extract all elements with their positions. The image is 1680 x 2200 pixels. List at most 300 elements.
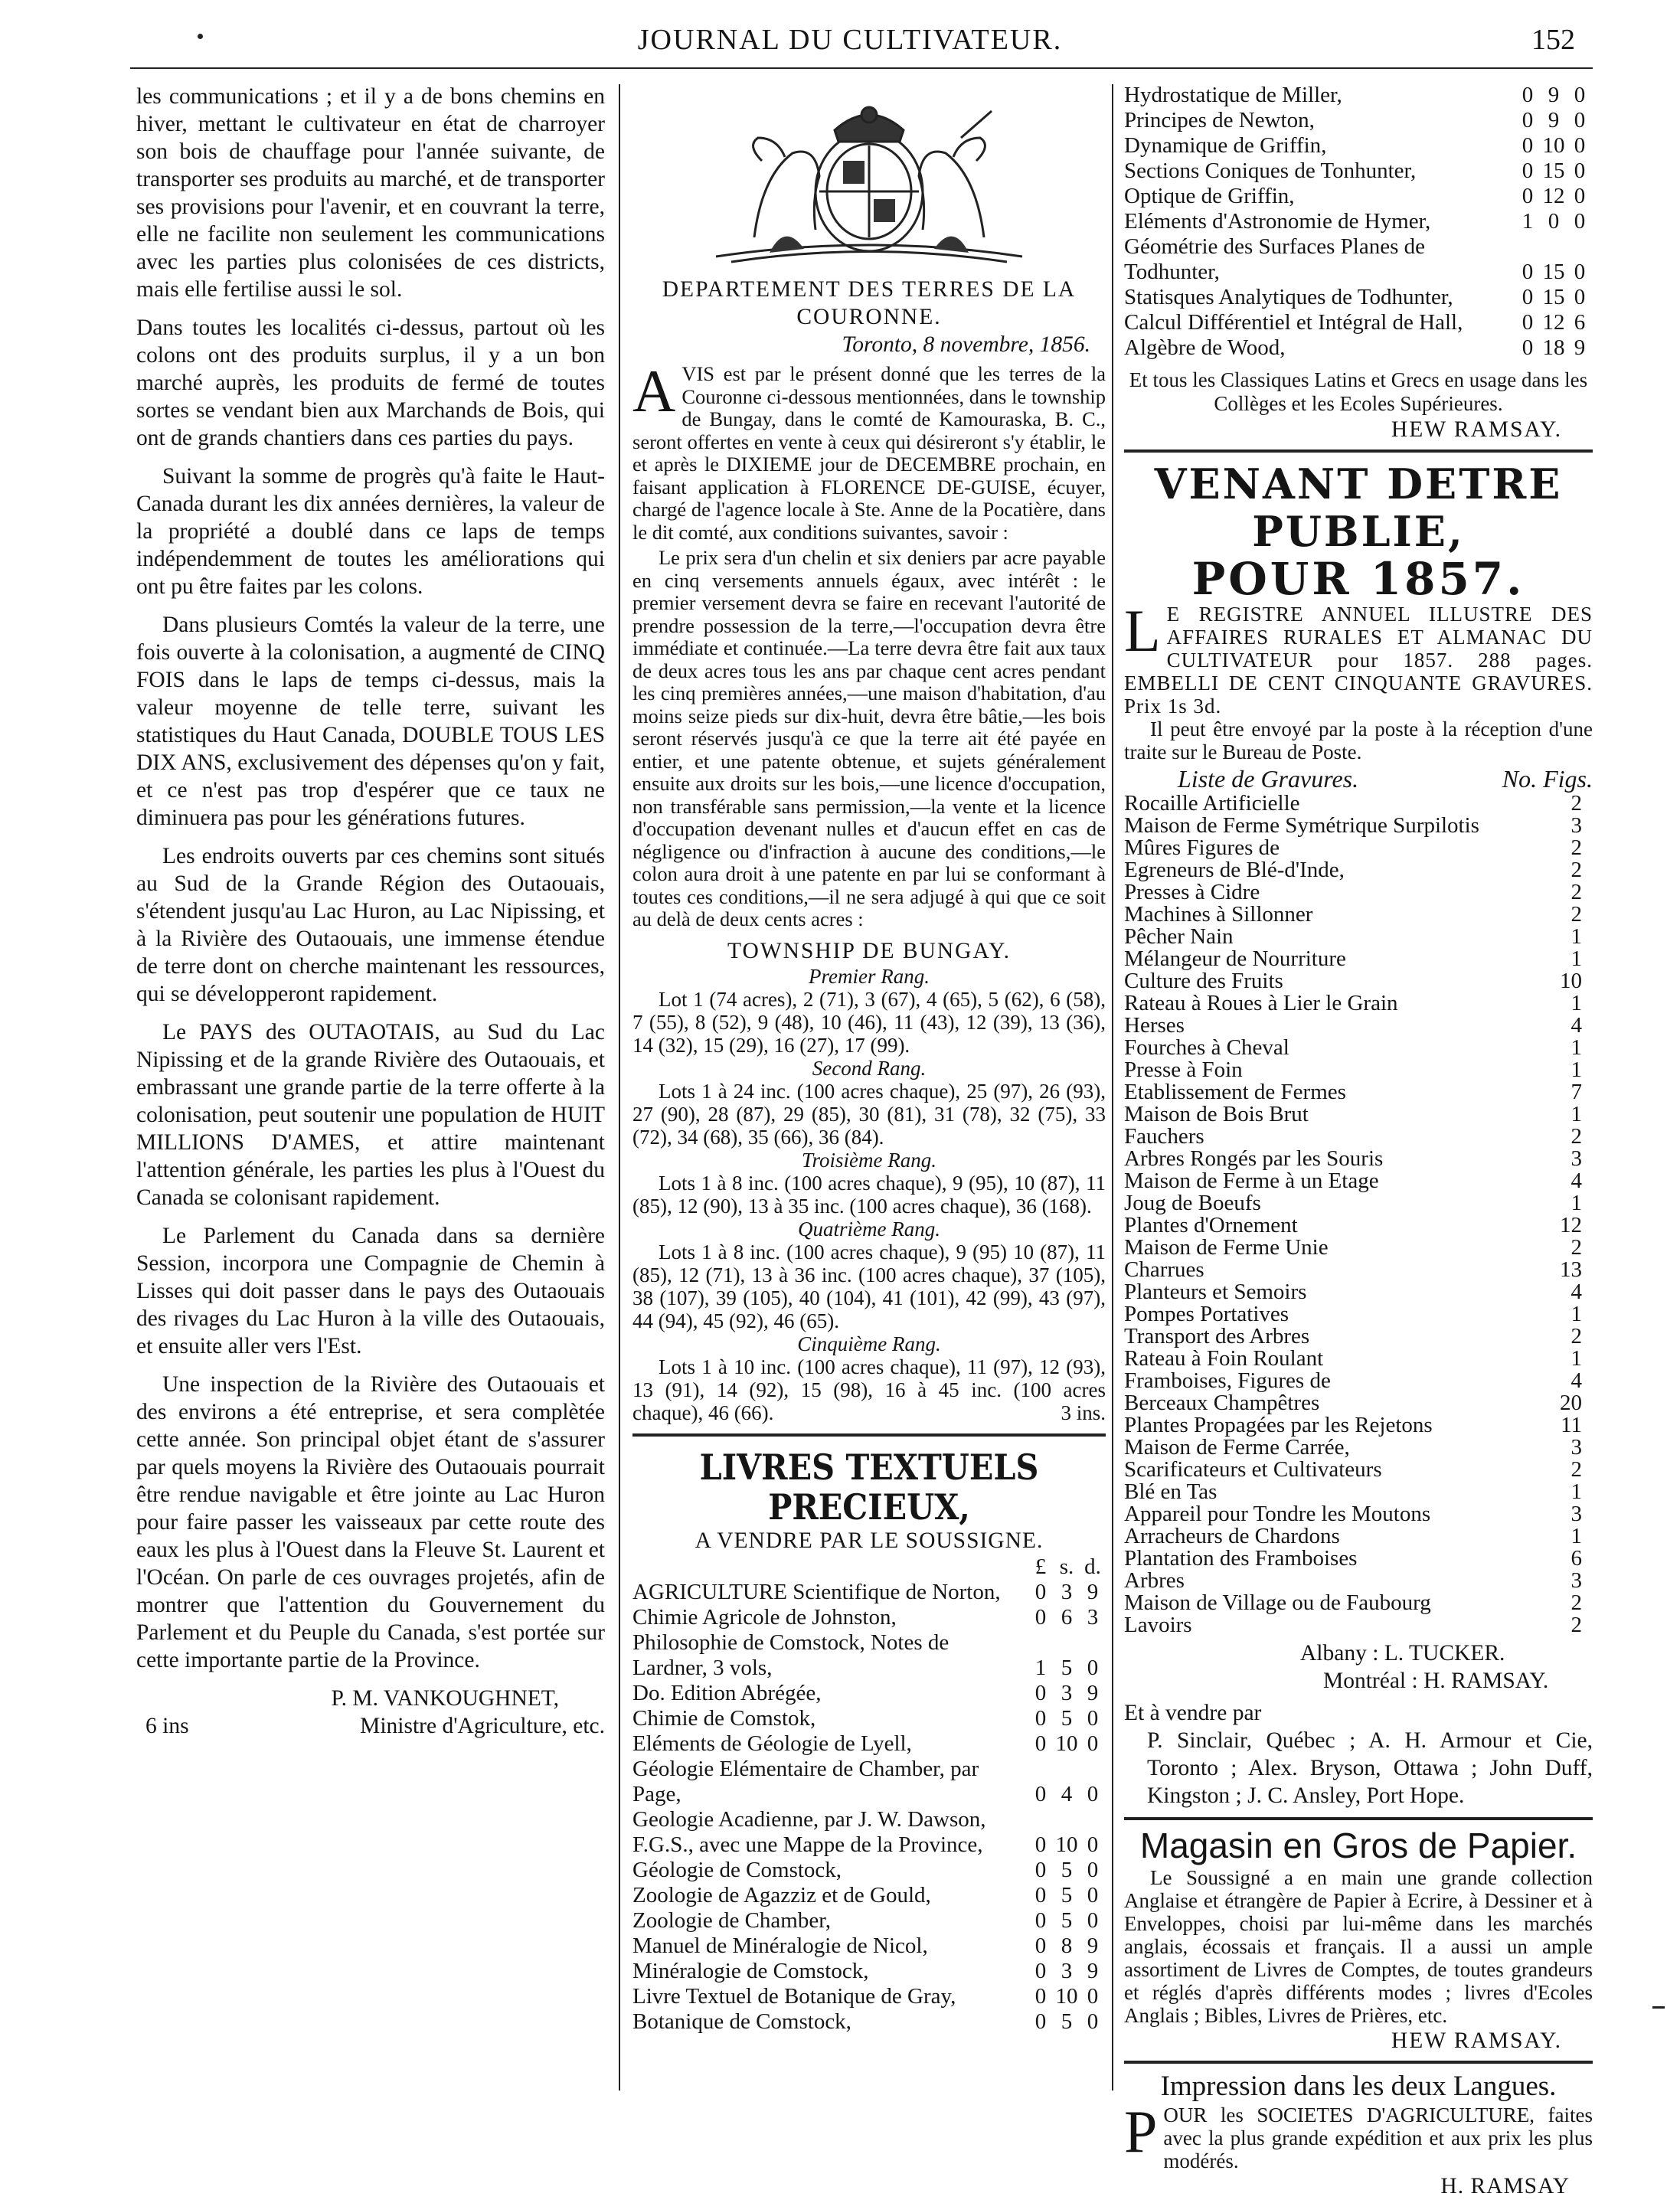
drop-cap: P	[1124, 2098, 1158, 2165]
paragraph: Le PAYS des OUTAOTAIS, au Sud du Lac Nipissing et de la grande Rivière des Outaouais, et embrassant une grande partie de la terre offerte à la colonisation, peut soutenir une population de HUIT MILLIONS D'AMES, et attire maintenant l'attention générale, les parties les plus à l'Ouest du Canada se colonisant rapidement.	[136, 1020, 605, 1210]
gravure-count: 13	[1560, 1257, 1582, 1282]
section-rule	[1124, 449, 1593, 453]
gravure-row	[1124, 815, 1593, 837]
price-shillings: 0	[1548, 209, 1560, 234]
gravure-title: Rocaille Artificielle	[1124, 791, 1300, 816]
gravure-row	[1124, 1037, 1593, 1059]
paragraph: les communications ; et il y a de bons chemins en hiver, mettant le cultivateur en état de charroyer son bois de chauffage pour l'année suivante, de transporter ses produits au marché, et de transporter ses provisions pour l'avenir, et en couvrant la terre, elle ne facilite non seulement les communications avec les parties plus colonisées de ces districts, mais elle fertilise aussi le sol.	[136, 84, 605, 302]
book-title: Optique de Griffin,	[1124, 184, 1295, 208]
gravure-row	[1124, 1148, 1593, 1170]
gravure-count: 2	[1571, 1324, 1582, 1348]
price-pence: 0	[1574, 209, 1586, 234]
envoye-text: Il peut être envoyé par la poste à la réception d'une traite sur le Bureau de Poste.	[1124, 718, 1593, 763]
gravure-title: Maison de Village ou de Faubourg	[1124, 1590, 1431, 1615]
book-title: Manuel de Minéralogie de Nicol,	[632, 1933, 928, 1958]
gravure-count: 2	[1571, 1613, 1582, 1637]
price-pence: 0	[1087, 1781, 1099, 1806]
venant-heading: VENANT DETRE PUBLIE,	[1154, 459, 1563, 556]
gravure-count: 3	[1571, 1435, 1582, 1460]
book-price-row	[632, 1706, 1106, 1731]
price-shillings: 3	[1061, 1958, 1073, 1983]
column-divider-2	[1112, 84, 1113, 2090]
gravure-title: Pêcher Nain	[1124, 924, 1234, 949]
book-title: Géologie de Comstock,	[632, 1857, 842, 1882]
magasin-text: Le Soussigné a en main une grande collection Anglaise et étrangère de Papier à Ecrire, à Dessiner et à Enveloppes, choisi par lui-même dans les marchés anglais, écossais et français. Il a aussi un ample assortiment de Livres de Comptes, de toutes grandeurs et réglés d'après différents modes ; livres d'Ecoles Anglais ; Bibles, Livres de Prières, etc.	[1124, 1866, 1593, 2027]
gravure-count: 3	[1571, 1146, 1582, 1171]
pour-notice	[1124, 2098, 1593, 2172]
gravure-title: Maison de Ferme Symétrique Surpilotis	[1124, 813, 1479, 838]
gravure-title: Herses	[1124, 1013, 1185, 1038]
price-pounds: 1	[1521, 209, 1534, 234]
range-lots: Lots 1 à 24 inc. (100 acres chaque), 25 (97), 26 (93), 27 (90), 28 (87), 29 (85), 30 (81), 31 (78), 32 (75), 33 (72), 34 (68), 35 (66), 36 (84).	[632, 1079, 1106, 1149]
agents	[1124, 1639, 1593, 1695]
avis-text: VIS est par le présent donné que les terres de la Couronne ci-dessous mentionnées, dans le township de Bungay, dans le comté de Kamouraska, B. C., seront offertes en vente à ceux qui désireront s'y établir, le et après le DIXIEME jour de DECEMBRE prochain, en faisant application à FLORENCE DE-GUISE, écuyer, chargé de l'agence locale à Ste. Anne de la Pocatière, dans le dit comté, aux conditions suivantes, savoir :	[632, 362, 1106, 544]
book-title: Minéralogie de Comstock,	[632, 1958, 869, 1983]
price-shillings: 10	[1542, 133, 1565, 158]
gravure-row	[1124, 1548, 1593, 1570]
registre-text: E REGISTRE ANNUEL ILLUSTRE DES AFFAIRES RURALES ET ALMANAC DU CULTIVATEUR pour 1857. 288 pages. EMBELLI DE CENT CINQUANTE GRAVURES. Prix 1s 3d.	[1124, 603, 1593, 718]
gravure-row	[1124, 1170, 1593, 1192]
liste-heading: Liste de Gravures.	[1178, 765, 1359, 793]
gravure-row	[1124, 1259, 1593, 1281]
vendre-label: Et à vendre par	[1124, 1701, 1262, 1725]
price-pounds: 0	[1521, 260, 1534, 284]
price-pounds: 0	[1034, 1958, 1047, 1983]
pour-text: OUR les SOCIETES D'AGRICULTURE, faites avec la plus grande expédition et aux prix les plus modérés.	[1163, 2104, 1593, 2172]
book-title: Algèbre de Wood,	[1124, 335, 1286, 360]
price-pence: 0	[1087, 1882, 1099, 1907]
gravure-row	[1124, 992, 1593, 1015]
book-price-row	[632, 1580, 1106, 1605]
gravure-count: 1	[1571, 1524, 1582, 1548]
book-price-row	[632, 1681, 1106, 1706]
gravure-title: Plantes Propagées par les Rejetons	[1124, 1413, 1433, 1437]
book-price-row	[632, 1630, 1106, 1681]
gravure-row	[1124, 948, 1593, 970]
gravure-title: Blé en Tas	[1124, 1479, 1218, 1504]
price-pounds: 0	[1521, 133, 1534, 158]
price-pounds: 0	[1521, 159, 1534, 183]
drop-cap: L	[1124, 597, 1161, 664]
range-title: Quatrième Rang.	[798, 1217, 940, 1241]
gravure-title: Plantes d'Ornement	[1124, 1213, 1298, 1237]
gravure-title: Berceaux Champêtres	[1124, 1391, 1320, 1415]
book-price-row	[1124, 83, 1593, 108]
gravure-row	[1124, 1437, 1593, 1459]
gravure-row	[1124, 881, 1593, 904]
book-price-row	[632, 1959, 1106, 1984]
gravure-title: Framboises, Figures de	[1124, 1368, 1331, 1393]
gravure-row	[1124, 837, 1593, 859]
gravure-title: Rateau à Roues à Lier le Grain	[1124, 991, 1398, 1015]
gravure-title: Egreneurs de Blé-d'Inde,	[1124, 858, 1345, 882]
gravure-row	[1124, 1126, 1593, 1148]
gravure-title: Machines à Sillonner	[1124, 902, 1313, 927]
conditions-text: Le prix sera d'un chelin et six deniers par acre payable en cinq versements annuels égaux, avec intérêt : le premier versement devra se faire en recevant l'autorité de prendre possession de la terre,—l'occupation devra être immédiate et continuée.—La terre devra être fait aux taux de deux acres tous les ans par chaque cent acres pendant les cinq premières années,—une maison d'habitation, d'au moins seize pieds sur dix-huit, devra être bâtie,—les bois seront réservés jusqu'à ce que la terre ait été payée en entier, et une patente obtenue, et sujets généralement ensuite aux droits sur les bois,—une licence d'occupation, non transférable sans permission,—la vente et la licence d'occupation devenant nulles et d'aucun effet en cas de négligence ou d'infraction à aucune des conditions,—le colon aura droit à une patente en par lui se conformant à toutes ces conditions,—il ne sera adjugé à qui que ce soit au delà de deux cents acres :	[632, 546, 1106, 930]
book-price-row	[1124, 310, 1593, 335]
paragraph: Dans toutes les localités ci-dessus, partout où les colons ont des produits surplus, il y a un bon marché auprès, les produits de fermé de toutes sortes se vendant bien aux Marchands de Bois, qui ont de grands chantiers dans ces parties du pays.	[136, 315, 605, 450]
gravure-count: 1	[1571, 1302, 1582, 1326]
column-3	[1124, 83, 1593, 2200]
price-pounds: 0	[1034, 1832, 1047, 1857]
gravure-row	[1124, 1348, 1593, 1370]
hew-ramsay-signature: HEW RAMSAY.	[1391, 417, 1562, 442]
books-price-table	[632, 1554, 1106, 2035]
gravure-title: Planteurs et Semoirs	[1124, 1280, 1307, 1304]
gravure-title: Joug de Boeufs	[1124, 1191, 1261, 1215]
header-dot	[198, 34, 203, 39]
book-title: Chimie Agricole de Johnston,	[632, 1604, 897, 1630]
department-heading: DEPARTEMENT DES TERRES DE LA COURONNE.	[662, 277, 1077, 329]
gravure-title: Lavoirs	[1124, 1613, 1192, 1637]
registre-notice	[1124, 597, 1593, 718]
price-pence: 0	[1087, 1832, 1099, 1857]
price-pounds: 0	[1034, 1680, 1047, 1705]
gravure-count: 7	[1571, 1080, 1582, 1104]
magasin-heading: Magasin en Gros de Papier.	[1139, 1826, 1577, 1865]
gravure-row	[1124, 1281, 1593, 1303]
price-shillings: 8	[1061, 1933, 1073, 1958]
gravure-row	[1124, 1214, 1593, 1237]
price-pence: 0	[1087, 1983, 1099, 2009]
price-pence: 0	[1087, 1705, 1099, 1731]
price-shillings: 15	[1542, 159, 1565, 183]
price-shillings: 5	[1061, 2009, 1073, 2034]
price-shillings: 10	[1055, 1832, 1078, 1857]
range-title: Premier Rang.	[809, 964, 930, 988]
gravure-row	[1124, 1525, 1593, 1548]
gravure-row	[1124, 1103, 1593, 1126]
price-pounds: 0	[1521, 108, 1534, 132]
book-title: Eléments de Géologie de Lyell,	[632, 1731, 912, 1756]
price-pence: 0	[1087, 1907, 1099, 1933]
range-lots: Lots 1 à 8 inc. (100 acres chaque), 9 (95) 10 (87), 11 (85), 12 (71), 13 à 36 inc. (100 acres chaque), 37 (105), 38 (107), 39 (105), 40 (104), 41 (101), 42 (99), 43 (97), 44 (94), 45 (92), 46 (65).	[632, 1240, 1106, 1332]
price-pounds: 0	[1034, 1907, 1047, 1933]
gravure-title: Maison de Ferme à un Etage	[1124, 1169, 1379, 1193]
section-rule	[1124, 2061, 1593, 2064]
price-pounds: 0	[1034, 1857, 1047, 1882]
book-title: Géologie Elémentaire de Chamber, par Page,	[632, 1756, 979, 1806]
gravure-title: Fourches à Cheval	[1124, 1035, 1289, 1060]
gravure-row	[1124, 1326, 1593, 1348]
price-pence: 0	[1087, 2009, 1099, 2034]
royal-coat-of-arms-image	[670, 84, 1068, 268]
price-shillings: 3	[1061, 1579, 1073, 1604]
book-title: Do. Edition Abrégée,	[632, 1680, 822, 1705]
price-pounds: 0	[1521, 335, 1534, 360]
price-pence: 0	[1574, 285, 1586, 309]
price-pence: 9	[1574, 335, 1586, 360]
livres-subheading: A VENDRE PAR LE SOUSSIGNE.	[695, 1528, 1044, 1553]
gravure-row	[1124, 793, 1593, 815]
book-title: Statisques Analytiques de Todhunter,	[1124, 285, 1453, 309]
book-title: Géométrie des Surfaces Planes de Todhunter,	[1124, 234, 1425, 284]
gravure-title: Charrues	[1124, 1257, 1204, 1282]
paragraph: Les endroits ouverts par ces chemins sont situés au Sud de la Grande Région des Outaouais, s'étendent jusqu'au Lac Huron, au Lac Nipissing, et à la Rivière des Outaouais, une immense étendue de terre dont on cherche maintenant les ressources, qui se développeront rapidement.	[136, 844, 605, 1006]
gravure-count: 2	[1571, 835, 1582, 860]
price-pounds: 0	[1034, 1731, 1047, 1756]
book-title: Calcul Différentiel et Intégral de Hall,	[1124, 310, 1463, 335]
book-title: Principes de Newton,	[1124, 108, 1315, 132]
book-price-row	[632, 1883, 1106, 1908]
gravure-count: 2	[1571, 902, 1582, 927]
book-title: Botanique de Comstock,	[632, 2009, 851, 2034]
gravure-count: 2	[1571, 1590, 1582, 1615]
ad-insertions: 3 ins.	[1061, 1401, 1106, 1424]
price-shillings: 5	[1061, 1882, 1073, 1907]
albany-agent: Albany : L. TUCKER.	[1300, 1641, 1505, 1666]
price-shillings: 12	[1542, 184, 1565, 208]
gravure-count: 11	[1561, 1413, 1582, 1437]
currency-header-row	[632, 1554, 1106, 1580]
gravure-row	[1124, 1481, 1593, 1503]
book-title: Hydrostatique de Miller,	[1124, 83, 1342, 107]
book-title: Sections Coniques de Tonhunter,	[1124, 159, 1417, 183]
price-shillings: 4	[1061, 1781, 1073, 1806]
price-pounds: 0	[1521, 285, 1534, 309]
price-pence: 0	[1574, 83, 1586, 107]
gravure-row	[1124, 1015, 1593, 1037]
hew-ramsay-signature-2: HEW RAMSAY.	[1391, 2028, 1562, 2053]
gravure-count: 2	[1571, 1457, 1582, 1482]
price-pence: 9	[1087, 1958, 1099, 1983]
price-pounds: 0	[1521, 184, 1534, 208]
gravure-title: Etablissement de Fermes	[1124, 1080, 1346, 1104]
gravures-header	[1124, 765, 1593, 793]
book-price-row	[1124, 285, 1593, 310]
gravure-count: 1	[1571, 1035, 1582, 1060]
gravure-count: 2	[1571, 1124, 1582, 1149]
price-pounds: 0	[1034, 1579, 1047, 1604]
book-price-row	[632, 1984, 1106, 2009]
journal-title: JOURNAL DU CULTIVATEUR.	[637, 24, 1063, 56]
price-shillings: 15	[1542, 285, 1565, 309]
price-pounds: 0	[1521, 83, 1534, 107]
gravure-row	[1124, 1370, 1593, 1392]
gravure-title: Fauchers	[1124, 1124, 1204, 1149]
price-pence: 9	[1087, 1933, 1099, 1958]
gravure-title: Rateau à Foin Roulant	[1124, 1346, 1324, 1371]
gravure-row	[1124, 970, 1593, 992]
book-title: Philosophie de Comstock, Notes de Lardner, 3 vols,	[632, 1630, 949, 1680]
price-shillings: 5	[1061, 1857, 1073, 1882]
gravure-count: 1	[1571, 1479, 1582, 1504]
book-price-row	[632, 1934, 1106, 1959]
range-title: Troisième Rang.	[801, 1148, 936, 1172]
price-pence: 6	[1574, 310, 1586, 335]
page-number: 152	[1531, 24, 1575, 56]
gravure-row	[1124, 1081, 1593, 1103]
book-title: Dynamique de Griffin,	[1124, 133, 1327, 158]
range-lots: Lot 1 (74 acres), 2 (71), 3 (67), 4 (65), 5 (62), 6 (58), 7 (55), 8 (52), 9 (48), 10 (46), 11 (43), 12 (39), 13 (36), 14 (32), 15 (29), 16 (27), 17 (99).	[632, 987, 1106, 1057]
gravures-table	[1124, 793, 1593, 1636]
gravure-count: 1	[1571, 991, 1582, 1015]
price-shillings: 10	[1055, 1983, 1078, 2009]
book-title: Eléments d'Astronomie de Hymer,	[1124, 209, 1431, 234]
price-shillings: 5	[1061, 1655, 1073, 1680]
gravure-title: Arbres	[1124, 1568, 1185, 1593]
book-price-row	[632, 1858, 1106, 1883]
price-pence: 9	[1087, 1579, 1099, 1604]
gravure-count: 4	[1571, 1013, 1582, 1038]
book-price-row	[632, 1908, 1106, 1934]
gravure-count: 2	[1571, 1235, 1582, 1260]
price-pence: 0	[1574, 133, 1586, 158]
gravure-title: Mûres Figures de	[1124, 835, 1280, 860]
gravure-row	[1124, 1614, 1593, 1636]
book-price-row	[1124, 234, 1593, 285]
range-title: Cinquième Rang.	[797, 1332, 941, 1355]
section-rule	[632, 1433, 1106, 1437]
book-title: Chimie de Comstok,	[632, 1705, 816, 1731]
range-title: Second Rang.	[812, 1056, 927, 1080]
gravure-count: 3	[1571, 813, 1582, 838]
gravure-count: 10	[1560, 969, 1582, 993]
book-title: AGRICULTURE Scientifique de Norton,	[632, 1579, 1001, 1604]
gravure-count: 4	[1571, 1368, 1582, 1393]
gravure-count: 1	[1571, 1058, 1582, 1082]
price-shillings: 6	[1061, 1604, 1073, 1630]
gravure-count: 20	[1560, 1391, 1582, 1415]
gravure-count: 1	[1571, 1191, 1582, 1215]
gravure-row	[1124, 1459, 1593, 1481]
gravure-row	[1124, 926, 1593, 948]
gravure-count: 1	[1571, 946, 1582, 971]
price-pence: 0	[1574, 159, 1586, 183]
price-shillings: 18	[1542, 335, 1565, 360]
gravure-row	[1124, 1303, 1593, 1326]
price-pence: 0	[1574, 260, 1586, 284]
gravure-count: 4	[1571, 1169, 1582, 1193]
gravure-title: Arracheurs de Chardons	[1124, 1524, 1340, 1548]
gravure-title: Arbres Rongés par les Souris	[1124, 1146, 1384, 1171]
page-header	[0, 17, 1680, 63]
gravure-row	[1124, 1414, 1593, 1437]
book-title: Zoologie de Chamber,	[632, 1907, 831, 1933]
book-price-row	[1124, 159, 1593, 184]
gravure-title: Mélangeur de Nourriture	[1124, 946, 1346, 971]
gravure-row	[1124, 1192, 1593, 1214]
montreal-agent: Montréal : H. RAMSAY.	[1323, 1669, 1549, 1693]
section-rule	[1124, 1817, 1593, 1820]
gravure-count: 1	[1571, 1102, 1582, 1126]
gravure-count: 2	[1571, 880, 1582, 904]
price-pounds: 0	[1034, 2009, 1047, 2034]
price-pounds: 0	[1034, 1983, 1047, 2009]
range-lots	[632, 1355, 1106, 1424]
h-ramsay-signature: H. RAMSAY	[1440, 2174, 1570, 2198]
gravure-title: Culture des Fruits	[1124, 969, 1283, 993]
gravure-title: Pompes Portatives	[1124, 1302, 1289, 1326]
gravure-count: 1	[1571, 1346, 1582, 1371]
livres-heading: LIVRES TEXTUELS PRECIEUX,	[699, 1446, 1039, 1528]
price-pence: 0	[1087, 1655, 1099, 1680]
book-price-row	[1124, 209, 1593, 234]
avis-notice	[632, 358, 1106, 544]
price-pence: 0	[1087, 1731, 1099, 1756]
range-lots: Lots 1 à 8 inc. (100 acres chaque), 9 (95), 10 (87), 11 (85), 12 (90), 13 à 35 inc. (100 acres chaque), 36 (168).	[632, 1171, 1106, 1218]
gravure-title: Maison de Bois Brut	[1124, 1102, 1309, 1126]
gravure-title: Scarificateurs et Cultivateurs	[1124, 1457, 1382, 1482]
pound-symbol: £	[1034, 1554, 1047, 1579]
gravure-row	[1124, 1059, 1593, 1081]
pour-1857-heading: POUR 1857.	[1191, 553, 1525, 605]
ranges-list	[632, 965, 1106, 1424]
shilling-symbol: s.	[1059, 1554, 1074, 1579]
gravure-count: 12	[1560, 1213, 1582, 1237]
gravure-row	[1124, 1592, 1593, 1614]
signature-line	[136, 1712, 605, 1740]
book-price-row	[632, 1757, 1106, 1807]
price-pence: 0	[1574, 184, 1586, 208]
price-pounds: 1	[1034, 1655, 1047, 1680]
gravure-title: Maison de Ferme Carrée,	[1124, 1435, 1350, 1460]
gravure-count: 3	[1571, 1502, 1582, 1526]
column-2	[632, 84, 1106, 2035]
price-shillings: 12	[1542, 310, 1565, 335]
price-pence: 0	[1574, 108, 1586, 132]
gravure-title: Maison de Ferme Unie	[1124, 1235, 1329, 1260]
book-price-row	[1124, 133, 1593, 159]
signature-name: P. M. VANKOUGHNET,	[331, 1686, 559, 1711]
margin-mark	[1652, 2006, 1665, 2009]
gravure-row	[1124, 1237, 1593, 1259]
price-shillings: 9	[1548, 108, 1560, 132]
price-pounds: 0	[1034, 1705, 1047, 1731]
price-pence: 0	[1087, 1857, 1099, 1882]
book-price-row	[632, 1605, 1106, 1630]
gravure-row	[1124, 1503, 1593, 1525]
column-1	[136, 83, 605, 1740]
impression-heading: Impression dans les deux Langues.	[1160, 2071, 1557, 2102]
ad-insertions: 6 ins	[145, 1714, 189, 1738]
township-heading: TOWNSHIP DE BUNGAY.	[727, 938, 1011, 963]
signature-title: Ministre d'Agriculture, etc.	[360, 1714, 605, 1738]
paragraph: Dans plusieurs Comtés la valeur de la terre, une fois ouverte à la colonisation, a augmenté de CINQ FOIS dans le laps de temps ci-dessus, mais la valeur moyenne de telle terre, suivant les statistiques du Haut Canada, DOUBLE TOUS LES DIX ANS, exclusivement des dépenses qu'on y fait, et ce n'est pas trop d'espérer que ce taux ne diminuera pas pour les générations futures.	[136, 613, 605, 830]
vendeurs-list: P. Sinclair, Québec ; A. H. Armour et Cie, Toronto ; Alex. Bryson, Ottawa ; John Duff, Kingston ; J. C. Ansley, Port Hope.	[1147, 1728, 1593, 1808]
price-pounds: 0	[1034, 1604, 1047, 1630]
book-title: Geologie Acadienne, par J. W. Dawson, F.G.S., avec une Mappe de la Province,	[632, 1806, 986, 1857]
book-price-row	[632, 2009, 1106, 2035]
price-pounds: 0	[1034, 1882, 1047, 1907]
gravure-title: Presse à Foin	[1124, 1058, 1243, 1082]
book-title: Zoologie de Agazziz et de Gould,	[632, 1882, 931, 1907]
classics-note: Et tous les Classiques Latins et Grecs en usage dans les Collèges et les Ecoles Supérieures.	[1129, 368, 1588, 415]
book-title: Livre Textuel de Botanique de Gray,	[632, 1983, 956, 2009]
figs-heading: No. Figs.	[1502, 765, 1593, 793]
gravure-count: 4	[1571, 1280, 1582, 1304]
gravure-count: 1	[1571, 924, 1582, 949]
price-pounds: 0	[1034, 1933, 1047, 1958]
price-pence: 9	[1087, 1680, 1099, 1705]
book-price-row	[632, 1731, 1106, 1757]
book-price-row	[632, 1807, 1106, 1858]
price-shillings: 5	[1061, 1705, 1073, 1731]
column-divider-1	[619, 84, 620, 2090]
header-rule	[130, 67, 1593, 69]
price-pounds: 0	[1034, 1781, 1047, 1806]
paragraph: Une inspection de la Rivière des Outaouais et des environs a été entreprise, et sera complètée cette année. Son principal objet étant de s'assurer par quels moyens la Rivière des Outaouais pourrait être rendue navigable et être jointe au Lac Huron pour faire passer les vaisseaux par cette route des eaux les plus à l'Ouest dans la Fleuve St. Laurent et l'Océan. On parle de ces ouvrages projetés, afin de montrer que l'attention du Gouvernement du Parlement et du Peuple du Canada, s'est portée sur cette importante partie de la Province.	[136, 1372, 605, 1672]
paragraph: Suivant la somme de progrès qu'à faite le Haut-Canada durant les dix années dernières, la valeur de la propriété a doublé dans ce laps de temps indépendemment de toutes les améliorations qui ont pu être faites par les colons.	[136, 464, 605, 599]
gravure-title: Transport des Arbres	[1124, 1324, 1310, 1348]
gravure-count: 6	[1571, 1546, 1582, 1571]
range-lots-text: Lots 1 à 10 inc. (100 acres chaque), 11 (97), 12 (93), 13 (91), 14 (92), 15 (98), 16 à 45 inc. (100 acres chaque), 46 (66).	[632, 1355, 1106, 1424]
book-price-row	[1124, 108, 1593, 133]
gravure-title: Presses à Cidre	[1124, 880, 1260, 904]
gravure-count: 2	[1571, 858, 1582, 882]
price-pence: 3	[1087, 1604, 1099, 1630]
gravure-row	[1124, 859, 1593, 881]
